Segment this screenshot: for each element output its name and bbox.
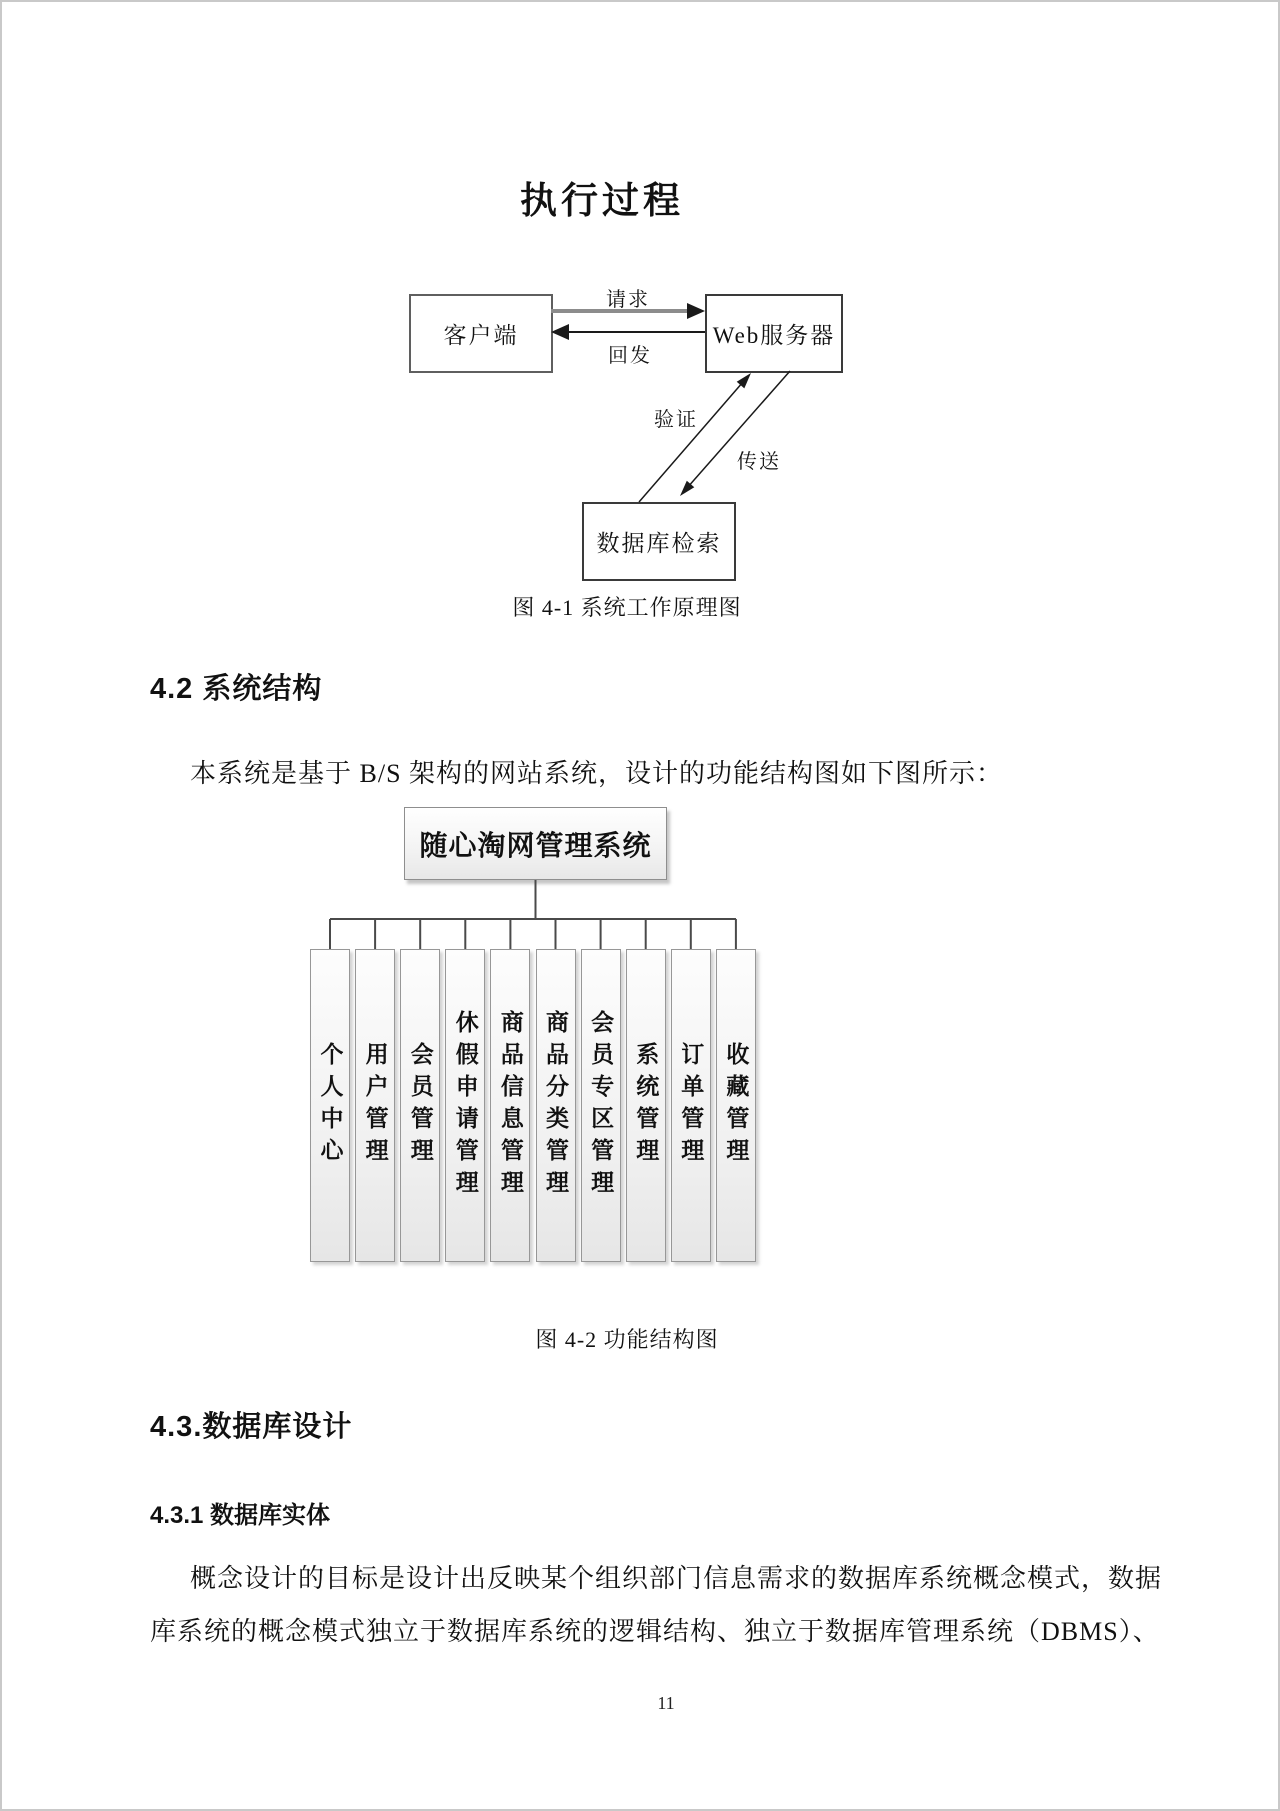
section-43-heading: 4.3.数据库设计 [150,1411,353,1443]
org-chart-root [404,807,667,880]
org-chart-module-label: 会员管理 [407,1041,433,1170]
node-database-label: 数据库检索 [596,531,722,556]
org-chart-module [445,949,485,1262]
postback-arrow-head [551,324,569,340]
postback-arrow-label: 回发 [608,345,652,367]
org-chart-module-label: 个人中心 [317,1041,343,1170]
section-431-paragraph-line2: 库系统的概念模式独立于数据库系统的逻辑结构、独立于数据库管理系统（DBMS）、 [150,1617,1160,1646]
org-chart-module [490,949,530,1262]
transfer-arrow-label: 传送 [737,451,781,473]
figure1-caption: 图 4-1 系统工作原理图 [512,595,742,620]
org-chart-module [671,949,711,1262]
org-chart-module-label: 休假申请管理 [452,1009,478,1202]
figure1-title: 执行过程 [520,181,684,222]
org-chart-connectors [302,877,762,952]
org-chart-module [716,949,756,1262]
org-chart-module-label: 会员专区管理 [588,1009,614,1202]
section-431-paragraph-line1: 概念设计的目标是设计出反映某个组织部门信息需求的数据库系统概念模式，数据 [190,1564,1163,1593]
org-chart-module-label: 订单管理 [678,1041,704,1170]
org-chart-module-label: 商品分类管理 [543,1009,568,1202]
section-431-heading: 4.3.1 数据库实体 [150,1502,331,1529]
org-chart-module [355,949,395,1262]
org-chart-module-label: 收藏管理 [723,1041,749,1170]
request-arrow-label: 请求 [606,289,650,311]
figure2-caption: 图 4-2 功能结构图 [535,1327,719,1352]
node-client-label: 客户端 [443,323,519,348]
org-chart-module [536,949,576,1262]
org-chart-module [581,949,621,1262]
request-arrow-head [687,303,705,319]
section-42-heading: 4.2 系统结构 [150,673,323,705]
section-42-paragraph: 本系统是基于 B/S 架构的网站系统，设计的功能结构图如下图所示： [190,759,1004,788]
org-chart-children [302,949,762,1262]
org-chart-module-label: 系统管理 [633,1041,659,1170]
org-chart-root-label: 随心淘网管理系统 [419,829,652,861]
page-number: 11 [657,1693,675,1713]
validate-arrow-label: 验证 [654,409,698,431]
org-chart-module-label: 用户管理 [362,1041,388,1170]
org-chart-module [626,949,666,1262]
node-web-server-label: Web服务器 [712,323,836,348]
org-chart-module [310,949,350,1262]
org-chart-module-label: 商品信息管理 [497,1009,523,1202]
org-chart-module [400,949,440,1262]
